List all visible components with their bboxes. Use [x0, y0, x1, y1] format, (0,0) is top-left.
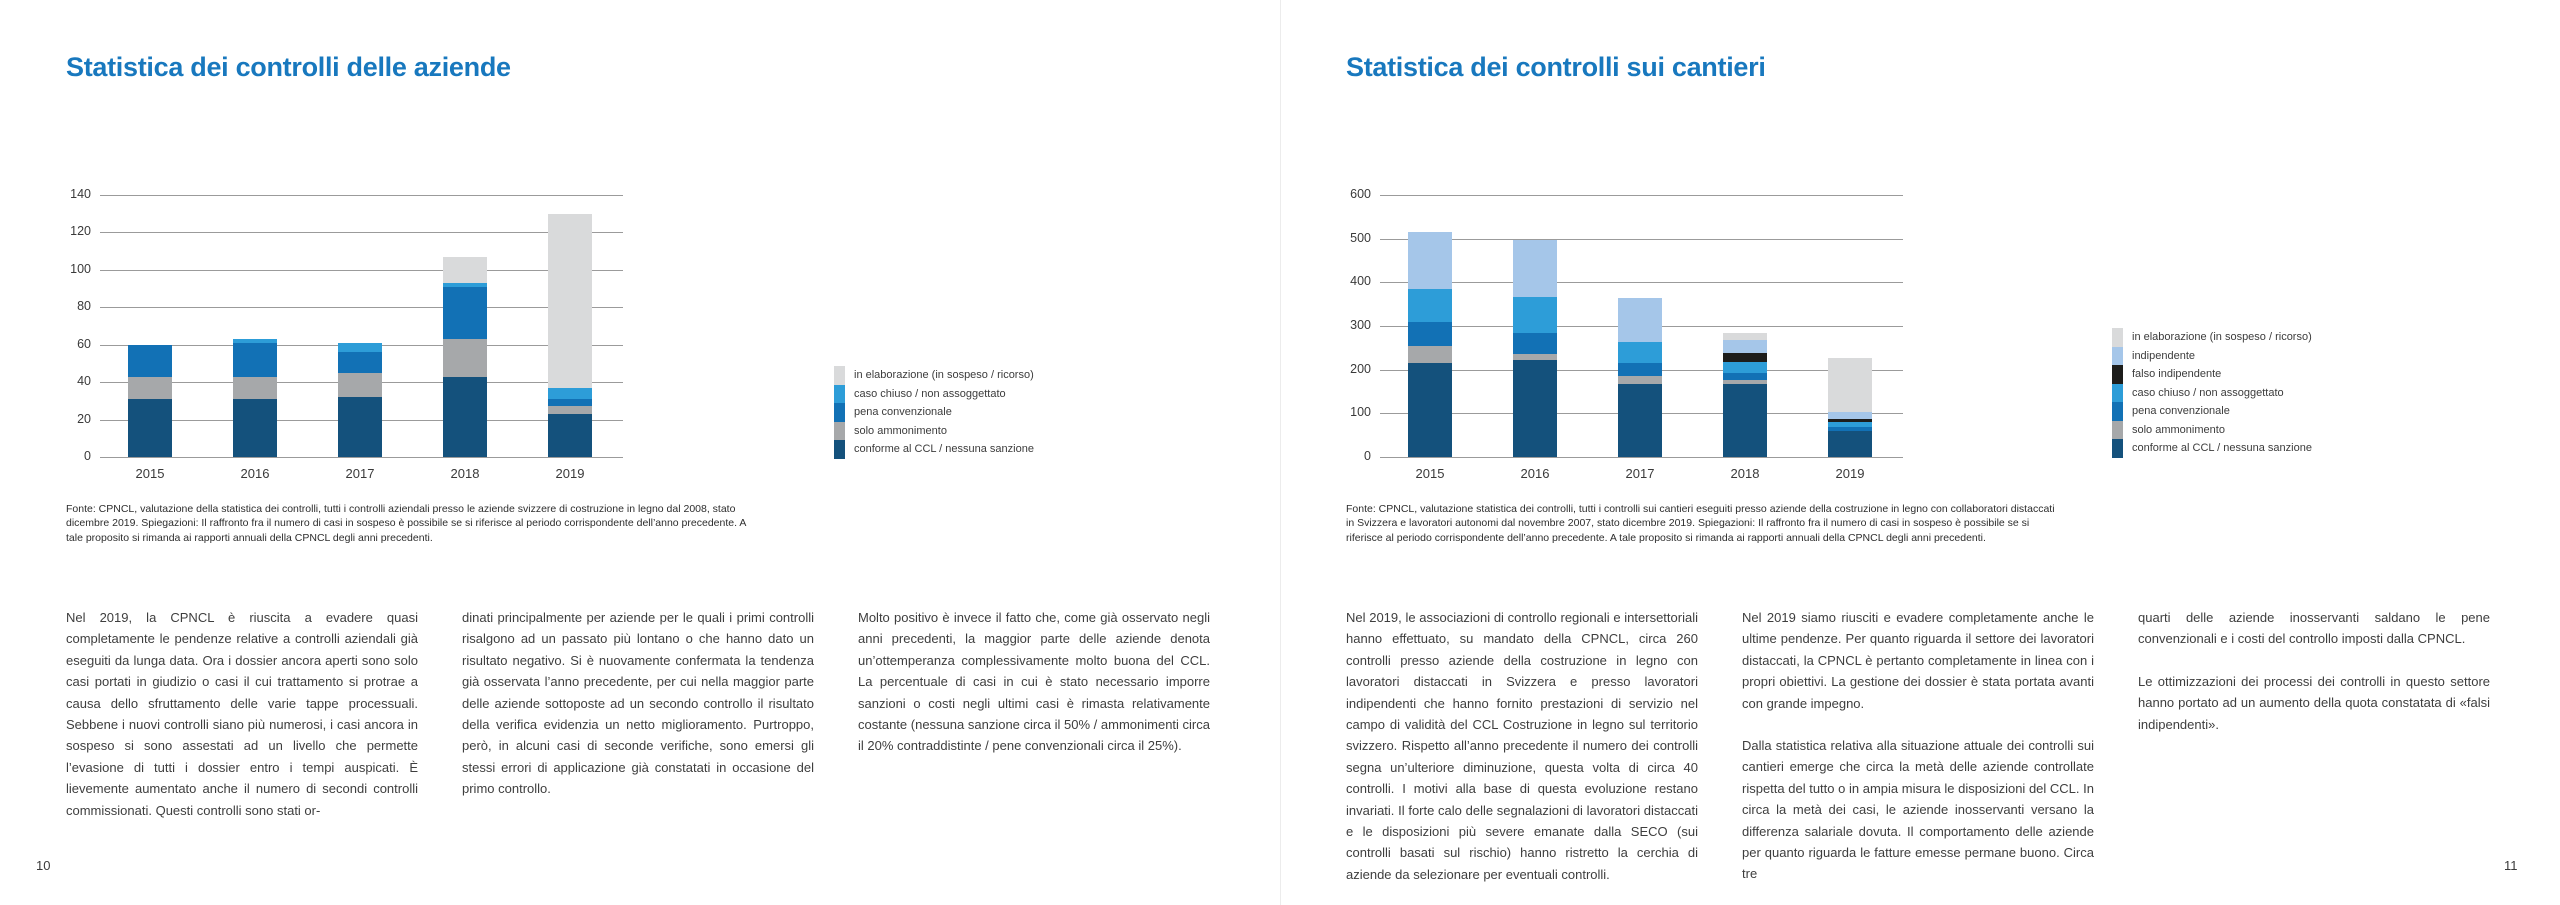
y-axis-tick-label: 300 — [1350, 318, 1371, 332]
legend-entry — [834, 440, 1034, 459]
legend-entry — [2112, 421, 2312, 440]
paragraph: Molto positivo è invece il fatto che, come già osservato negli anni precedenti, la maggior parte delle aziende denota un’ottemperanza complessivamente molto buona del CCL. La percentuale di casi in cui è stato necessario imporre sanzioni o costi negli ultimi casi è rimasta relativamente costante (nessuna sanzione circa il 50% / ammonimenti circa il 20% contraddistinte / pene convenzionali circa il 25%). — [858, 610, 1210, 754]
legend-label: solo ammonimento — [2132, 423, 2225, 436]
gridline — [70, 187, 623, 201]
y-axis-tick-label: 0 — [1364, 449, 1371, 463]
gridline — [77, 299, 623, 314]
bar-segment — [1723, 333, 1767, 340]
bar-segment — [1513, 360, 1557, 457]
legend-label: pena convenzionale — [2132, 405, 2230, 417]
text-column-2 — [1742, 607, 2094, 905]
x-axis-tick-label: 2017 — [1625, 466, 1655, 481]
bar-segment — [1408, 363, 1452, 457]
bar-segment — [233, 399, 277, 457]
legend-entry — [2112, 365, 2312, 384]
page-title: Statistica dei controlli delle aziende — [66, 52, 511, 82]
bar-segment — [1618, 384, 1662, 457]
x-axis-tick-label: 2019 — [1835, 466, 1865, 481]
bar-segment — [1723, 353, 1767, 362]
legend-label: caso chiuso / non assoggettato — [2132, 386, 2284, 399]
paragraph: Le ottimizzazioni dei processi dei controlli in questo settore hanno portato ad un aumento della quota constatata di «falsi indipendenti». — [2138, 673, 2490, 732]
x-axis-tick-label: 2018 — [1730, 466, 1760, 481]
legend-swatch — [834, 385, 845, 404]
chart-source-note: Fonte: CPNCL, valutazione statistica dei controlli, tutti i controlli sui cantieri eseguiti presso aziende della costruzione in legno con collaboratori distaccati in Svizzera e lavoratori autonomi dal novembre 2007, stato dicembre 2019. Spiegazioni: Il raffronto fra il numero di casi in sospeso è possibile se si riferisce al periodo corrispondente dell’anno precedente. A tale proposito si rimanda ai rapporti annuali della CPNCL degli anni precedenti. — [1346, 503, 2055, 544]
chart-legend — [834, 366, 1034, 459]
chart-legend — [2112, 328, 2312, 458]
x-axis-tick-label: 2015 — [135, 466, 165, 481]
page-seam-divider — [1280, 0, 1281, 905]
legend-entry — [834, 366, 1034, 385]
bar-segment — [233, 339, 277, 343]
legend-label: in elaborazione (in sospeso / ricorso) — [854, 369, 1034, 381]
legend-swatch — [834, 422, 845, 441]
y-axis-tick-label: 140 — [70, 187, 91, 201]
x-axis-tick-label: 2015 — [1415, 466, 1445, 481]
text-column-1 — [66, 607, 418, 842]
y-axis-tick-label: 600 — [1350, 187, 1371, 201]
legend-swatch — [834, 366, 845, 385]
legend-entry — [2112, 328, 2312, 347]
gridline — [84, 449, 623, 463]
legend-label: pena convenzionale — [854, 406, 952, 418]
paragraph: quarti delle aziende inosservanti saldano le pene convenzionali e i costi del controllo imposti dalla CPNCL. — [2138, 610, 2490, 647]
bar-segment — [443, 257, 487, 283]
bar-segment — [548, 414, 592, 457]
page-number: 11 — [2504, 858, 2518, 873]
bar-segment — [128, 399, 172, 457]
chart-source-note: Fonte: CPNCL, valutazione della statistica dei controlli, tutti i controlli aziendali presso le aziende svizzere di costruzione in legno dal 2008, stato dicembre 2019. Spiegazioni: Il raffronto fra il numero di casi in sospeso è possibile se si riferisce al periodo corrispondente dell’anno precedente. A tale proposito si rimanda ai rapporti annuali della CPNCL degli anni precedenti. — [66, 503, 746, 544]
y-axis-tick-label: 60 — [77, 336, 91, 351]
bar-segment — [233, 343, 277, 377]
legend-swatch — [2112, 439, 2123, 458]
text-column-1 — [1346, 607, 1698, 905]
bar-segment — [338, 373, 382, 397]
x-axis-tick-label: 2016 — [1520, 466, 1550, 481]
page-title: Statistica dei controlli sui cantieri — [1346, 52, 1766, 82]
paragraph: Dalla statistica relativa alla situazione attuale dei controlli sui cantieri emerge che circa la metà delle aziende controllate rispetta del tutto o in ampia misura le disposizioni del CCL. In circa la metà dei casi, le aziende inosservanti versano la differenza salariale dovuta. Il comportamento delle aziende per quanto riguarda le fatture emesse permane buono. Circa tre — [1742, 738, 2094, 882]
y-axis-tick-label: 40 — [77, 374, 91, 389]
bar-segment — [128, 377, 172, 399]
bar-segment — [1723, 373, 1767, 380]
bar-segment — [548, 388, 592, 399]
bar-segment — [443, 377, 487, 457]
gridline — [70, 224, 623, 239]
legend-entry — [2112, 347, 2312, 366]
paragraph: Nel 2019, la CPNCL è riuscita a evadere quasi completamente le pendenze relative a controlli aziendali già eseguiti da lunga data. Ora i dossier ancora aperti sono solo casi portati in giudizio o casi il cui trattamento si protrae a causa dello sfruttamento delle varie tappe processuali. Sebbene i nuovi controlli siano più numerosi, i casi ancora in sospeso si sono assestati ad un livello che permette l’evasione di tutti i dossier entro i tempi auspicati. È lievemente aumentato anche il numero di secondi controlli commissionati. Questi controlli sono stati or- — [66, 610, 418, 818]
bar-segment — [338, 352, 382, 373]
legend-swatch — [2112, 328, 2123, 347]
bar-segment — [1513, 240, 1557, 297]
gridline — [1364, 449, 1903, 463]
legend-label: indipendente — [2132, 349, 2196, 362]
y-axis-tick-label: 100 — [70, 261, 91, 276]
bar-segment — [128, 345, 172, 377]
bar-segment — [1513, 297, 1557, 333]
legend-swatch — [834, 403, 845, 422]
bar-segment — [1828, 431, 1872, 457]
legend-swatch — [2112, 365, 2123, 384]
site-controls-bar-chart — [1350, 187, 1903, 481]
bar-segment — [338, 343, 382, 352]
bar-segment — [1408, 322, 1452, 346]
bar-segment — [443, 339, 487, 376]
legend-entry — [2112, 439, 2312, 458]
legend-label: caso chiuso / non assoggettato — [854, 387, 1006, 400]
paragraph: Nel 2019, le associazioni di controllo regionali e intersettoriali hanno effettuato, su mandato della CPNCL, circa 260 controlli presso aziende della costruzione in legno con lavoratori distaccati in Svizzera e presso lavoratori indipendenti che hanno fornito prestazioni di servizio nel campo di validità del CCL Costruzione in legno sul territorio svizzero. Rispetto all’anno precedente il numero dei controlli segna un’ulteriore diminuzione, questa volta di circa 40 controlli. I motivi alla base di questa evoluzione restano invariati. Il forte calo delle segnalazioni di lavoratori distaccati e le disposizioni più severe emanate dalla SECO (sui controlli basati sul rischio) hanno ristretto la cerchia di aziende da selezionare per eventuali controlli. — [1346, 610, 1698, 882]
y-axis-tick-label: 80 — [77, 299, 91, 314]
x-axis-tick-label: 2017 — [345, 466, 375, 481]
bar-segment — [1723, 380, 1767, 384]
y-axis-tick-label: 100 — [1350, 405, 1371, 420]
gridline — [1350, 187, 1903, 201]
legend-entry — [2112, 402, 2312, 421]
company-controls-bar-chart — [70, 187, 623, 481]
legend-swatch — [2112, 384, 2123, 403]
bar-segment — [443, 283, 487, 287]
gridline — [1350, 230, 1903, 245]
bar-segment — [1618, 298, 1662, 342]
legend-swatch — [2112, 402, 2123, 421]
bar-segment — [1828, 422, 1872, 427]
bar-segment — [548, 214, 592, 388]
bar-segment — [1618, 363, 1662, 376]
legend-swatch — [834, 440, 845, 459]
text-column-2 — [462, 607, 814, 821]
bar-segment — [1513, 354, 1557, 360]
legend-label: conforme al CCL / nessuna sanzione — [2132, 442, 2312, 454]
text-column-3 — [858, 607, 1210, 778]
legend-entry — [2112, 384, 2312, 403]
bar-segment — [1408, 289, 1452, 322]
y-axis-tick-label: 500 — [1350, 230, 1371, 245]
text-column-3 — [2138, 607, 2490, 756]
legend-entry — [834, 385, 1034, 404]
gridline — [1350, 274, 1903, 289]
legend-label: conforme al CCL / nessuna sanzione — [854, 443, 1034, 455]
legend-swatch — [2112, 421, 2123, 440]
x-axis-tick-label: 2018 — [450, 466, 480, 481]
bar-segment — [1513, 333, 1557, 354]
legend-label: in elaborazione (in sospeso / ricorso) — [2132, 331, 2312, 343]
y-axis-tick-label: 120 — [70, 224, 91, 239]
y-axis-tick-label: 20 — [77, 411, 91, 426]
bar-segment — [1828, 412, 1872, 419]
page-11 — [1280, 0, 2560, 905]
bar-segment — [548, 399, 592, 406]
bar-segment — [233, 377, 277, 399]
bar-segment — [443, 287, 487, 339]
legend-entry — [834, 422, 1034, 441]
bar-segment — [1723, 384, 1767, 457]
bar-segment — [338, 397, 382, 457]
paragraph: Nel 2019 siamo riusciti e evadere completamente anche le ultime pendenze. Per quanto riguarda il settore dei lavoratori distaccati, la CPNCL è pertanto completamente in linea con i propri obiettivi. La gestione dei dossier è stata portata avanti con grande impegno. — [1742, 610, 2094, 711]
x-axis-tick-label: 2019 — [555, 466, 585, 481]
y-axis-tick-label: 0 — [84, 449, 91, 463]
bar-segment — [548, 406, 592, 413]
y-axis-tick-label: 200 — [1350, 361, 1371, 376]
legend-entry — [834, 403, 1034, 422]
bar-segment — [1408, 346, 1452, 363]
bar-segment — [1408, 232, 1452, 289]
paragraph: dinati principalmente per aziende per le quali i primi controlli risalgono ad un passato più lontano o che hanno dato un risultato negativo. Si è nuovamente confermata la tendenza già osservata l’anno precedente, per cui nella maggior parte delle aziende sottoposte ad un secondo controllo il risultato della verifica evidenzia un netto miglioramento. Purtroppo, però, in alcuni casi di seconde verifiche, sono emersi gli stessi errori di applicazione già constatati in occasione del primo controllo. — [462, 610, 814, 797]
bar-segment — [1828, 358, 1872, 412]
x-axis-tick-label: 2016 — [240, 466, 270, 481]
bar-segment — [1618, 376, 1662, 384]
gridline — [70, 261, 623, 276]
bar-segment — [1723, 362, 1767, 373]
bar-segment — [1828, 419, 1872, 422]
bar-segment — [1618, 342, 1662, 363]
legend-swatch — [2112, 347, 2123, 366]
page-number: 10 — [36, 858, 51, 873]
bar-segment — [1828, 427, 1872, 431]
y-axis-tick-label: 400 — [1350, 274, 1371, 289]
bar-segment — [1723, 340, 1767, 353]
legend-label: solo ammonimento — [854, 424, 947, 437]
legend-label: falso indipendente — [2132, 368, 2222, 380]
